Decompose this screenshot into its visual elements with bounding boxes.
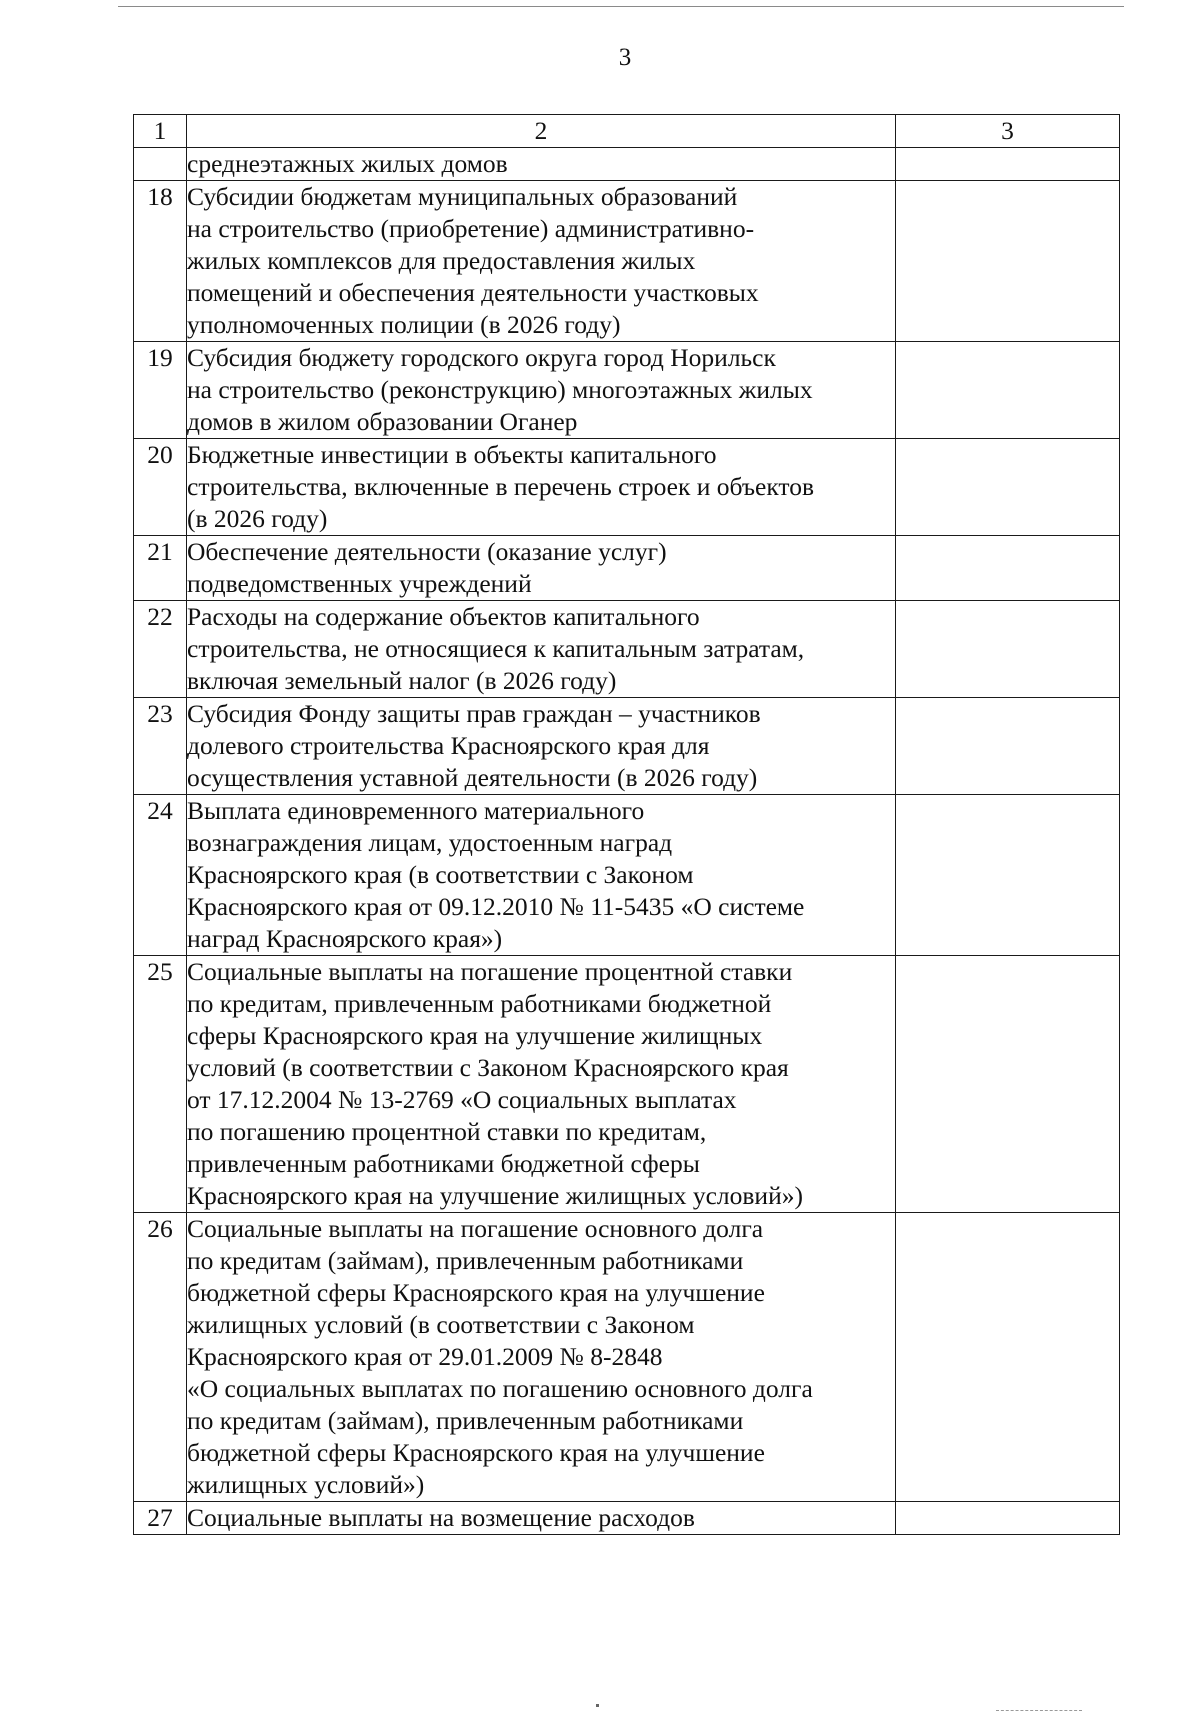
- table-row: [134, 698, 1120, 795]
- row-description: [187, 536, 896, 601]
- row-description: [187, 1502, 896, 1535]
- description-line: долевого строительства Красноярского края для: [187, 731, 710, 760]
- description-line: Социальные выплаты на возмещение расходов: [187, 1503, 695, 1532]
- row-col-3-empty: [896, 536, 1120, 601]
- description-line: «О социальных выплатах по погашению основного долга: [187, 1374, 813, 1403]
- row-description: [187, 956, 896, 1213]
- row-col-3-empty: [896, 1502, 1120, 1535]
- description-line: Выплата единовременного материального: [187, 796, 645, 825]
- row-col-3-empty: [896, 795, 1120, 956]
- description-line: Красноярского края (в соответствии с Законом: [187, 860, 694, 889]
- description-line: условий (в соответствии с Законом Красноярского края: [187, 1053, 789, 1082]
- description-line: привлеченным работниками бюджетной сферы: [187, 1149, 700, 1178]
- row-description: [187, 601, 896, 698]
- table-row: [134, 148, 1120, 181]
- description-line: Социальные выплаты на погашение основного долга: [187, 1214, 764, 1243]
- description-line: Расходы на содержание объектов капитального: [187, 602, 700, 631]
- description-line: бюджетной сферы Красноярского края на улучшение: [187, 1438, 765, 1467]
- expenditure-table: [133, 114, 1120, 1535]
- description-line: подведомственных учреждений: [187, 569, 532, 598]
- row-number: 25: [134, 956, 187, 1213]
- row-col-3-empty: [896, 181, 1120, 342]
- description-line: по кредитам (займам), привлеченным работниками: [187, 1406, 744, 1435]
- description-line: Социальные выплаты на погашение процентной ставки: [187, 957, 793, 986]
- row-number: 23: [134, 698, 187, 795]
- row-number: 19: [134, 342, 187, 439]
- table-row: [134, 1213, 1120, 1502]
- description-line: включая земельный налог (в 2026 году): [187, 666, 617, 695]
- description-line: уполномоченных полиции (в 2026 году): [187, 310, 621, 339]
- row-description: [187, 148, 896, 181]
- table-body: [134, 148, 1120, 1535]
- scan-mark-rule: [996, 1710, 1082, 1711]
- row-col-3-empty: [896, 148, 1120, 181]
- description-line: строительства, не относящиеся к капитальным затратам,: [187, 634, 805, 663]
- row-number: 18: [134, 181, 187, 342]
- scan-mark: [596, 1704, 599, 1707]
- row-col-3-empty: [896, 698, 1120, 795]
- page-number: 3: [618, 44, 632, 71]
- header-col-2: 2: [187, 115, 896, 148]
- description-line: Обеспечение деятельности (оказание услуг): [187, 537, 667, 566]
- row-number: 22: [134, 601, 187, 698]
- description-line: Красноярского края от 09.12.2010 № 11-5435 «О системе: [187, 892, 805, 921]
- header-col-1: 1: [134, 115, 187, 148]
- row-description: [187, 181, 896, 342]
- description-line: на строительство (реконструкцию) многоэтажных жилых: [187, 375, 813, 404]
- description-line: Субсидии бюджетам муниципальных образований: [187, 182, 738, 211]
- table-row: [134, 795, 1120, 956]
- row-number: 27: [134, 1502, 187, 1535]
- description-line: жилищных условий»): [187, 1470, 425, 1499]
- description-line: сферы Красноярского края на улучшение жилищных: [187, 1021, 763, 1050]
- row-number: 26: [134, 1213, 187, 1502]
- description-line: помещений и обеспечения деятельности участковых: [187, 278, 759, 307]
- description-line: среднеэтажных жилых домов: [187, 149, 508, 178]
- description-line: наград Красноярского края»): [187, 924, 503, 953]
- description-line: осуществления уставной деятельности (в 2026 году): [187, 763, 758, 792]
- description-line: домов в жилом образовании Оганер: [187, 407, 578, 436]
- description-line: на строительство (приобретение) административно-: [187, 214, 755, 243]
- row-number: 20: [134, 439, 187, 536]
- row-description: [187, 342, 896, 439]
- description-line: Субсидия Фонду защиты прав граждан – участников: [187, 699, 761, 728]
- description-line: Красноярского края от 29.01.2009 № 8-2848: [187, 1342, 663, 1371]
- description-line: по кредитам, привлеченным работниками бюджетной: [187, 989, 772, 1018]
- table-row: [134, 601, 1120, 698]
- row-col-3-empty: [896, 601, 1120, 698]
- row-col-3-empty: [896, 342, 1120, 439]
- description-line: по погашению процентной ставки по кредитам,: [187, 1117, 707, 1146]
- description-line: от 17.12.2004 № 13-2769 «О социальных выплатах: [187, 1085, 737, 1114]
- description-line: вознаграждения лицам, удостоенным наград: [187, 828, 673, 857]
- row-description: [187, 1213, 896, 1502]
- table-row: [134, 1502, 1120, 1535]
- table-row: [134, 342, 1120, 439]
- table-row: [134, 181, 1120, 342]
- description-line: жилищных условий (в соответствии с Законом: [187, 1310, 695, 1339]
- row-col-3-empty: [896, 439, 1120, 536]
- description-line: Красноярского края на улучшение жилищных условий»): [187, 1181, 803, 1210]
- row-number: 24: [134, 795, 187, 956]
- description-line: жилых комплексов для предоставления жилых: [187, 246, 696, 275]
- description-line: Субсидия бюджету городского округа город Норильск: [187, 343, 776, 372]
- row-description: [187, 698, 896, 795]
- description-line: (в 2026 году): [187, 504, 328, 533]
- table-row: [134, 956, 1120, 1213]
- description-line: по кредитам (займам), привлеченным работниками: [187, 1246, 744, 1275]
- table-row: [134, 439, 1120, 536]
- table-header-row: [134, 115, 1120, 148]
- row-col-3-empty: [896, 956, 1120, 1213]
- top-rule: [118, 6, 1124, 7]
- table-row: [134, 536, 1120, 601]
- description-line: бюджетной сферы Красноярского края на улучшение: [187, 1278, 765, 1307]
- row-description: [187, 439, 896, 536]
- row-col-3-empty: [896, 1213, 1120, 1502]
- row-description: [187, 795, 896, 956]
- description-line: строительства, включенные в перечень строек и объектов: [187, 472, 815, 501]
- row-number: 21: [134, 536, 187, 601]
- description-line: Бюджетные инвестиции в объекты капитального: [187, 440, 717, 469]
- row-number: [134, 148, 187, 181]
- header-col-3: 3: [896, 115, 1120, 148]
